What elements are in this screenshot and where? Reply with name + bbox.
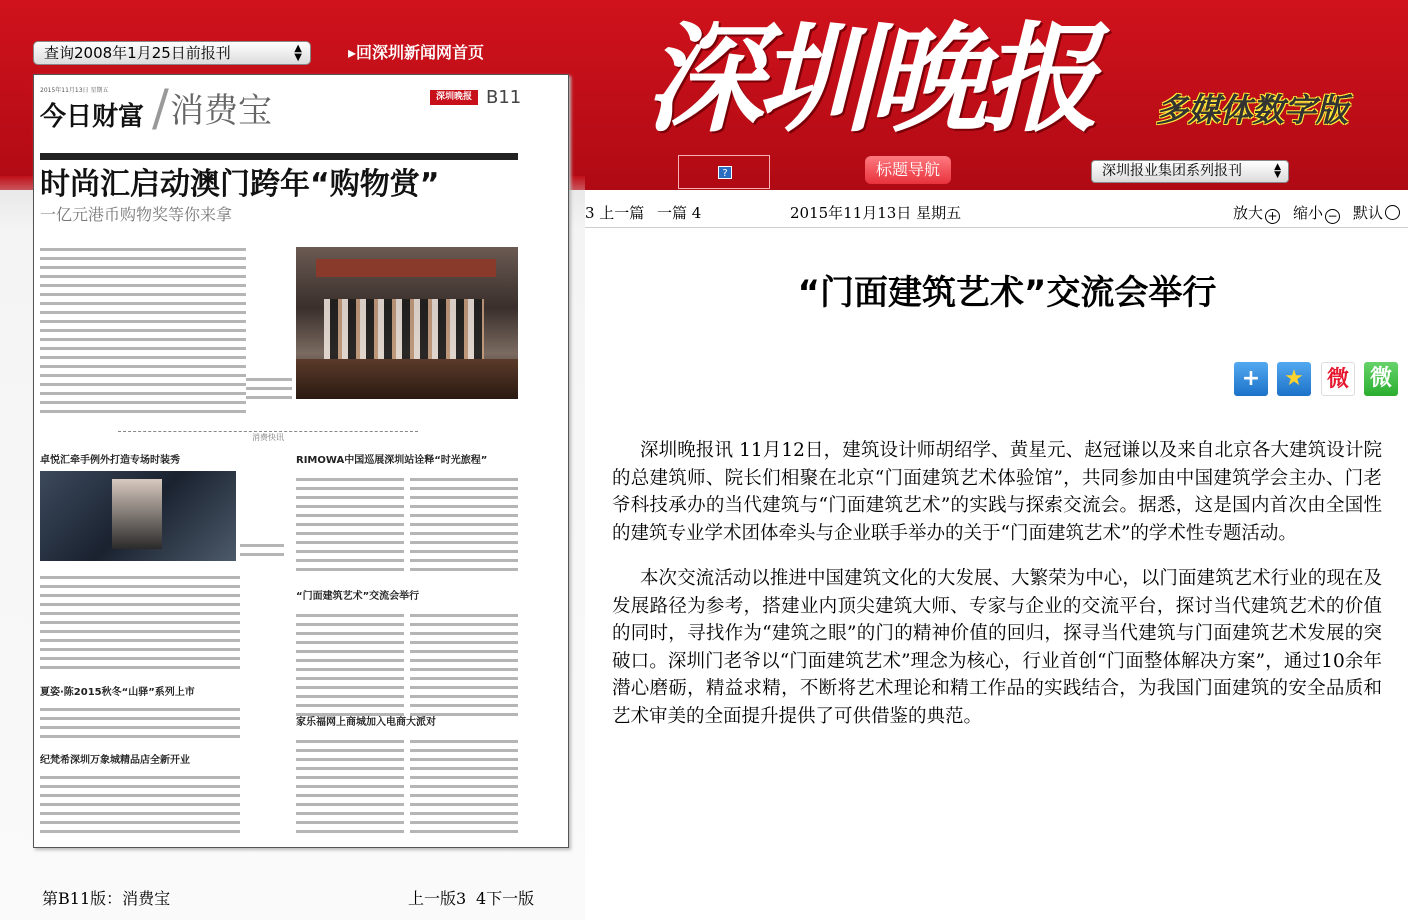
np-text-block — [296, 737, 404, 833]
np-caption — [240, 541, 284, 559]
np-story-title[interactable]: “门面建筑艺术”交流会举行 — [296, 591, 420, 602]
np-text-block — [40, 773, 240, 833]
np-caption — [246, 375, 292, 399]
select-arrows-icon: ▲ ▼ — [1274, 162, 1281, 180]
help-box[interactable] — [678, 155, 770, 189]
np-photo-stage — [296, 359, 518, 399]
prev-article-link[interactable]: 3 上一篇 — [585, 204, 645, 222]
zoom-out-label: 缩小 — [1293, 204, 1324, 222]
title-nav-button[interactable]: 标题导航 — [865, 156, 951, 184]
next-page-link[interactable]: 4下一版 — [476, 889, 535, 908]
circle-icon — [1385, 205, 1400, 220]
favorite-star-icon[interactable]: ★ — [1277, 362, 1311, 396]
article-info-bar — [585, 200, 1408, 228]
np-story-title[interactable]: 卓悦汇牵手例外打造专场时装秀 — [40, 455, 180, 466]
np-divider: 消费快讯 — [118, 431, 418, 441]
np-text-block — [410, 611, 518, 721]
np-text-block — [410, 737, 518, 833]
np-story-title[interactable]: 夏姿·陈2015秋冬“山驿”系列上市 — [40, 687, 195, 698]
page-label: 第B11版：消费宝 — [42, 889, 171, 908]
np-headline[interactable]: 时尚汇启动澳门跨年“购物赏” — [40, 167, 440, 202]
np-fashion-photo — [40, 471, 236, 561]
np-section-title: 今日财富 — [40, 102, 145, 132]
issue-date: 2015年11月13日 星期五 — [790, 204, 962, 222]
share-add-icon[interactable]: + — [1234, 362, 1268, 396]
np-subhead: 一亿元港币购物奖等你来拿 — [40, 205, 233, 224]
home-link[interactable] — [348, 42, 484, 64]
np-story-title[interactable]: 家乐福网上商城加入电商大派对 — [296, 717, 436, 728]
zoom-in-label: 放大 — [1233, 204, 1264, 222]
zoom-in-button[interactable] — [1233, 200, 1280, 226]
zoom-out-button[interactable] — [1293, 200, 1340, 226]
publication-group-select[interactable] — [1091, 160, 1289, 183]
group-select-label: 深圳报业集团系列报刊 — [1102, 163, 1242, 179]
np-text-block — [40, 245, 246, 417]
prev-page-link[interactable]: 上一版3 — [408, 889, 467, 908]
np-event-photo — [296, 247, 518, 399]
wechat-share-icon[interactable]: 微 — [1364, 362, 1398, 396]
next-article-link[interactable]: 一篇 4 — [657, 204, 702, 222]
np-text-block — [296, 611, 404, 721]
article-body — [612, 437, 1382, 748]
article-title: “门面建筑艺术”交流会举行 — [797, 273, 1217, 313]
select-arrows-icon: ▲ ▼ — [294, 43, 302, 63]
brand-logo — [645, 4, 1125, 154]
np-photo-banner — [316, 259, 496, 277]
np-story-title[interactable]: 纪梵希深圳万象城精品店全新开业 — [40, 755, 190, 766]
play-arrow-icon: ▸ — [348, 43, 357, 62]
article-paragraph: 本次交流活动以推进中国建筑文化的大发展、大繁荣为中心，以门面建筑艺术行业的现在及发展路径为参考，搭建业内顶尖建筑大师、专家与企业的交流平台，探讨当代建筑艺术的价值的同时，寻找作为“建筑之眼”的门的精神价值的回归，探寻当代建筑与门面建筑艺术发展的突破口。深圳门老爷以“门面建筑艺术”理念为核心，行业首创“门面整体解决方案”，通过10余年潜心磨砺，精益求精，不断将艺术理论和精工作品的实践结合，为我国门面建筑的安全品质和艺术审美的全面提升提供了可供借鉴的典范。 — [612, 568, 1382, 727]
help-icon[interactable]: ? — [718, 166, 732, 179]
np-logo: 深圳晚报 — [430, 90, 478, 105]
archive-select-label: 查询2008年1月25日前报刊 — [44, 44, 231, 62]
weibo-share-icon[interactable]: 微 — [1321, 362, 1355, 396]
archive-date-select[interactable] — [33, 41, 311, 65]
np-rule — [40, 153, 518, 160]
plus-circle-icon: + — [1265, 209, 1280, 224]
np-text-block — [40, 573, 240, 673]
np-photo-model — [112, 479, 162, 549]
brand-logo-text: 深圳晚报 — [645, 9, 1094, 148]
np-story-title[interactable]: RIMOWA中国巡展深圳站诠释“时光旅程” — [296, 455, 488, 466]
article-paragraph: 深圳晚报讯 11月12日，建筑设计师胡绍学、黄星元、赵冠谦以及来自北京各大建筑设计院的总建筑师、院长们相聚在北京“门面建筑艺术体验馆”，共同参加由中国建筑学会主办、门老爷科技承办的当代建筑与“门面建筑艺术”的实践与探索交流会。据悉，这是国内首次由全国性的建筑专业学术团体牵头与企业联手举办的关于“门面建筑艺术”的学术性专题活动。 — [612, 440, 1382, 544]
np-text-block — [410, 475, 518, 575]
minus-circle-icon: − — [1325, 209, 1340, 224]
home-link-label: 回深圳新闻网首页 — [356, 43, 485, 62]
np-text-block — [296, 475, 404, 575]
np-date-line: 2015年11月13日 星期五 — [40, 87, 109, 94]
np-section-subtitle: 消费宝 — [170, 91, 272, 131]
edition-label: 多媒体数字版 — [1156, 91, 1349, 129]
zoom-default-button[interactable] — [1353, 200, 1400, 226]
newspaper-page-image[interactable] — [33, 74, 569, 848]
zoom-default-label: 默认 — [1353, 204, 1384, 222]
np-slash: / — [152, 79, 169, 137]
np-page-number: B11 — [486, 87, 522, 108]
np-text-block — [40, 705, 240, 741]
